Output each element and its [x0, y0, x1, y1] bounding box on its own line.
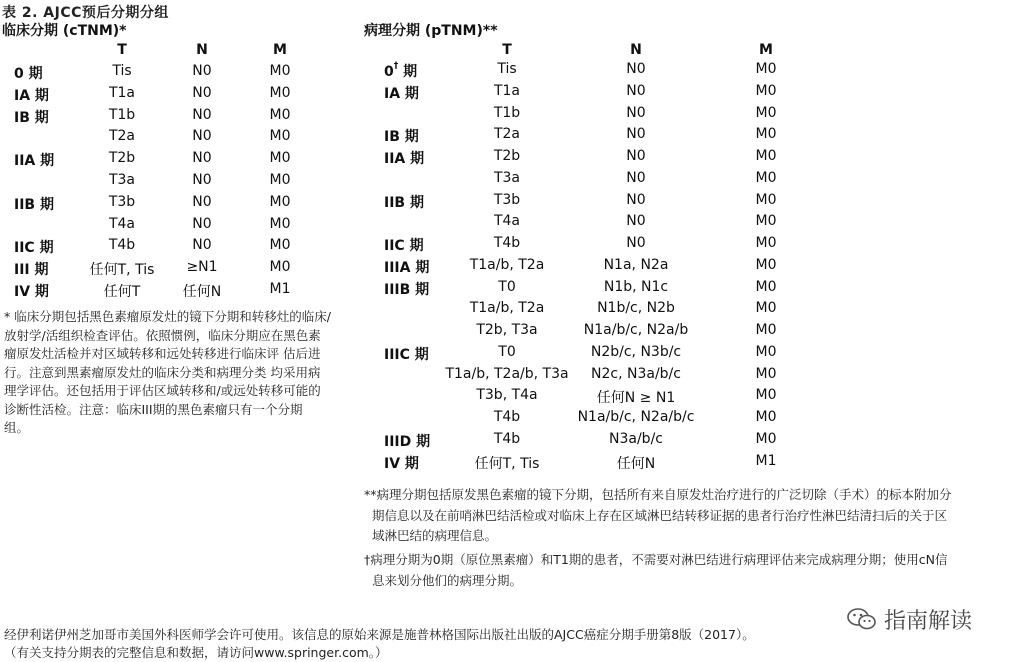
stage-label: IV 期 — [14, 284, 49, 300]
stage-label: III 期 — [14, 262, 49, 279]
table-cell-n: N0 — [626, 126, 646, 143]
table-cell-t: 任何T, Tis — [474, 455, 540, 472]
table-cell-m: M0 — [755, 61, 777, 77]
table-cell-t: T2b — [493, 148, 521, 164]
table-cell-t: T1a/b, T2a/b, T3a — [445, 365, 569, 382]
table-cell-t: T4b — [493, 430, 521, 447]
footnote-line: 诊断性活检。注意：临床III期的黑色素瘤只有一个分期 — [4, 401, 303, 417]
table-cell-n: N1a/b/c, N2a/b — [583, 322, 689, 338]
footnote-line: 期信息以及在前哨淋巴结活检或对临床上存在区域淋巴结转移证据的患者行治疗性淋巴结清扫后的关于区 — [372, 507, 948, 523]
stage-label-part: 期 — [398, 64, 418, 80]
footnote-line: **病理分期包括原发黑色素瘤的镜下分期，包括所有来自原发灶治疗进行的广泛切除（手术）的标本附加分 — [364, 487, 952, 502]
stage-label: IIC 期 — [384, 238, 424, 254]
stage-label: IIIA 期 — [384, 259, 430, 276]
table-cell-m: M0 — [755, 82, 777, 99]
table-cell-n: N2b/c, N3b/c — [590, 343, 682, 360]
column-header-n: N — [196, 42, 208, 58]
table-cell-n: ≥N1 — [186, 259, 218, 276]
footnote-line: 组。 — [4, 420, 30, 435]
table-cell-m: M0 — [755, 191, 777, 208]
table-cell-n: 任何N — [182, 284, 222, 300]
table-cell-m: M0 — [755, 104, 777, 121]
footnote-line: 行。注意到黑素瘤原发灶的临床分类和病理分类 均采用病 — [4, 364, 321, 380]
table-cell-m: M0 — [755, 235, 777, 251]
table-cell-n: N0 — [626, 82, 646, 99]
table-cell-m: M0 — [269, 193, 291, 210]
source-footer-line: （有关支持分期表的完整信息和数据，请访问www.springer.com。） — [4, 645, 388, 660]
table-cell-m: M0 — [269, 215, 291, 232]
table-cell-m: M0 — [755, 365, 777, 382]
stage-label-part: 0 — [384, 64, 394, 80]
stage-label: IIB 期 — [384, 194, 424, 211]
pathological-heading: 病理分期 (pTNM)** — [364, 23, 498, 39]
table-cell-n: N0 — [626, 148, 646, 164]
table-cell-m: M0 — [755, 387, 777, 404]
table-cell-t: 任何T — [103, 284, 141, 300]
table-cell-n: N0 — [626, 235, 646, 251]
table-cell-n: N0 — [192, 172, 212, 188]
table-cell-t: T2b, T3a — [476, 322, 538, 338]
column-header-m: M — [759, 42, 773, 58]
table-cell-m: M0 — [755, 126, 777, 143]
table-cell-t: T1a — [493, 82, 521, 99]
stage-label: IIB 期 — [14, 196, 54, 213]
table-cell-n: N0 — [626, 169, 646, 186]
table-cell-m: M0 — [755, 148, 777, 164]
clinical-heading: 临床分期 (cTNM)* — [2, 23, 127, 39]
table-cell-n: N0 — [192, 150, 212, 167]
table-cell-t: Tis — [112, 63, 132, 79]
stage-label — [384, 61, 417, 81]
table-cell-t: T1b — [108, 106, 136, 123]
table-cell-m: M0 — [755, 300, 777, 317]
footnote-line: * 临床分期包括黑色素瘤原发灶的镜下分期和转移灶的临床/ — [4, 309, 331, 324]
footnote-line: 域淋巴结的病理信息。 — [372, 528, 498, 543]
stage-label: IA 期 — [14, 87, 49, 104]
column-header-n: N — [630, 42, 642, 58]
table-cell-t: T3a — [108, 172, 136, 188]
stage-label: IIA 期 — [384, 151, 425, 167]
table-cell-m: M0 — [755, 256, 777, 273]
table-cell-t: T3a — [493, 169, 521, 186]
table-cell-n: N1b, N1c — [603, 278, 669, 295]
table-cell-n: N1a/b/c, N2a/b/c — [577, 409, 695, 425]
table-cell-t: T4b — [108, 237, 136, 254]
table-cell-n: N0 — [626, 61, 646, 77]
stage-label: IIC 期 — [14, 240, 54, 257]
table-cell-t: T4b — [493, 409, 521, 425]
table-cell-m: M0 — [755, 169, 777, 186]
table-cell-m: M0 — [269, 172, 291, 188]
table-cell-n: N1a, N2a — [603, 256, 669, 273]
table-cell-m: M0 — [755, 278, 777, 295]
table-cell-m: M0 — [269, 84, 291, 101]
table-cell-t: T1a — [108, 84, 136, 101]
watermark-text: 指南解读 — [884, 609, 973, 634]
table-cell-m: M0 — [269, 259, 291, 276]
table-cell-t: T1a/b, T2a — [469, 256, 545, 273]
table-cell-t: T2b — [108, 150, 136, 167]
table-cell-t: T1a/b, T2a — [469, 300, 545, 317]
table-cell-n: N0 — [626, 191, 646, 208]
table-cell-n: N0 — [626, 213, 646, 230]
stage-label: IIIC 期 — [384, 346, 429, 363]
table-cell-t: T4a — [493, 213, 521, 230]
stage-label: IB 期 — [384, 129, 419, 146]
table-cell-n: 任何N — [616, 455, 656, 472]
table-cell-n: N0 — [626, 104, 646, 121]
stage-label: IV 期 — [384, 455, 419, 472]
table-cell-n: N0 — [192, 106, 212, 123]
table-title: 表 2. AJCC预后分期分组 — [2, 5, 169, 21]
table-cell-n: N0 — [192, 63, 212, 79]
stage-label: IB 期 — [14, 109, 49, 126]
table-cell-n: N3a/b/c — [609, 430, 663, 447]
footnote-line: 理学评估。还包括用于评估区域转移和/或远处转移可能的 — [4, 383, 321, 398]
table-cell-t: T0 — [498, 278, 516, 295]
table-cell-m: M0 — [755, 430, 777, 447]
table-cell-t: T2a — [493, 126, 521, 143]
table-cell-m: M0 — [269, 63, 291, 79]
table-cell-n: N0 — [192, 237, 212, 254]
stage-label: 0 期 — [14, 66, 43, 82]
table-cell-m: M1 — [755, 452, 777, 469]
table-cell-n: N2c, N3a/b/c — [591, 365, 681, 382]
table-cell-t: T1b — [493, 104, 521, 121]
table-cell-m: M0 — [269, 150, 291, 167]
column-header-m: M — [273, 42, 287, 58]
footnote-line: 放射学/活组织检查评估。依照惯例，临床分期应在黑色素 — [4, 327, 321, 343]
table-cell-n: 任何N ≥ N1 — [596, 390, 676, 407]
stage-label: IIID 期 — [384, 433, 431, 450]
table-cell-t: T4a — [108, 215, 136, 232]
table-cell-t: Tis — [497, 61, 517, 77]
stage-label: IIA 期 — [14, 153, 55, 170]
table-cell-n: N0 — [192, 215, 212, 232]
table-cell-t: T3b — [108, 193, 136, 210]
table-cell-m: M0 — [755, 409, 777, 425]
table-cell-t: T3b — [493, 191, 521, 208]
table-cell-t: T3b, T4a — [476, 387, 538, 404]
table-cell-n: N1b/c, N2b — [597, 300, 675, 317]
footnote-line: †病理分期为0期（原位黑素瘤）和T1期的患者，不需要对淋巴结进行病理评估来完成病理分期；使用cN信 — [364, 552, 948, 567]
table-cell-m: M0 — [755, 343, 777, 360]
source-footer-line: 经伊利诺伊州芝加哥市美国外科医师学会许可使用。该信息的原始来源是施普林格国际出版社出版的AJCC癌症分期手册第8版（2017）。 — [4, 627, 755, 642]
table-cell-t: T2a — [108, 128, 136, 145]
table-cell-m: M0 — [755, 213, 777, 230]
table-cell-n: N0 — [192, 84, 212, 101]
table-cell-n: N0 — [192, 193, 212, 210]
table-cell-m: M0 — [269, 237, 291, 254]
table-cell-m: M0 — [269, 106, 291, 123]
table-cell-m: M0 — [755, 322, 777, 338]
table-cell-t: T0 — [498, 343, 516, 360]
table-cell-n: N0 — [192, 128, 212, 145]
footnote-line: 息来划分他们的病理分期。 — [372, 572, 523, 588]
footnote-line: 瘤原发灶活检并对区域转移和远处转移进行临床评 估后进 — [4, 346, 321, 361]
stage-label: IA 期 — [384, 85, 419, 102]
stage-label-part: † — [393, 61, 399, 71]
wechat-logo-icon — [846, 606, 878, 636]
table-cell-m: M1 — [269, 281, 291, 297]
stage-label: IIIB 期 — [384, 281, 430, 298]
column-header-t: T — [117, 42, 127, 58]
table-cell-t: T4b — [493, 235, 521, 251]
table-cell-t: 任何T, Tis — [89, 262, 155, 279]
table-cell-m: M0 — [269, 128, 291, 145]
column-header-t: T — [502, 42, 512, 58]
